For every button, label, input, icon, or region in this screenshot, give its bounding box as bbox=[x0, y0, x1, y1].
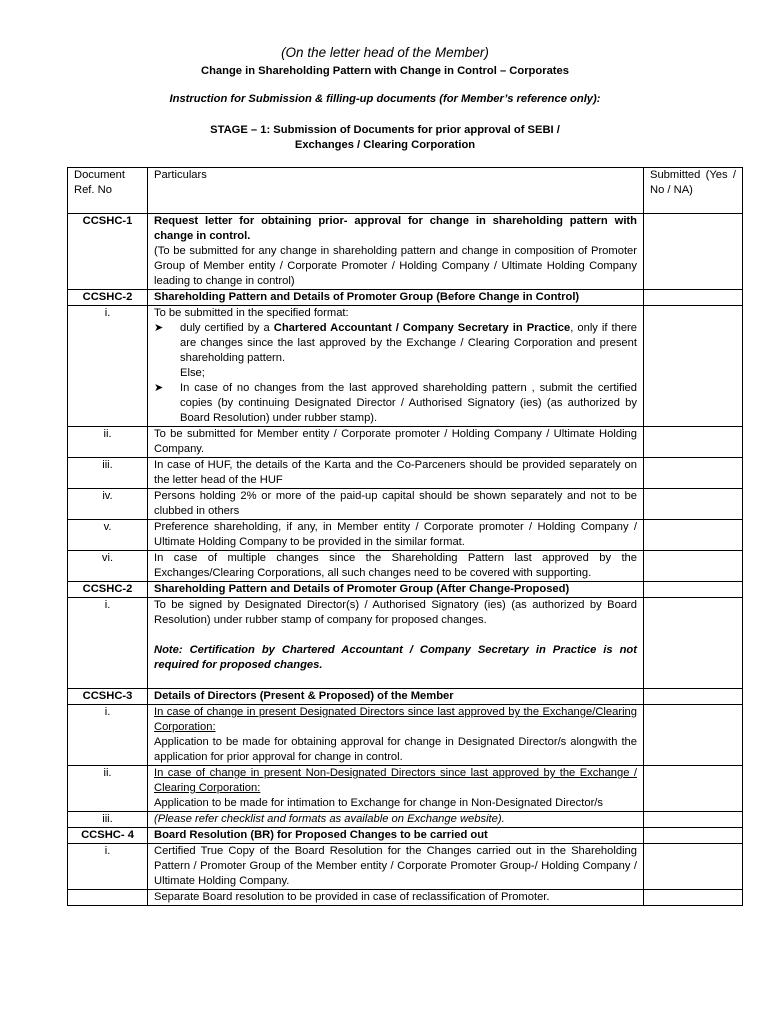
arrow-bullet-icon: ➤ bbox=[154, 382, 164, 394]
submitted-cell[interactable] bbox=[644, 689, 743, 705]
header-submitted: Submitted (Yes / No / NA) bbox=[644, 168, 743, 214]
table-row bbox=[68, 427, 743, 458]
ref-cell: CCSHC- 4 bbox=[68, 828, 148, 844]
particulars-cell: In case of HUF, the details of the Karta and the Co-Parceners should be provided separately on the letter head of the HUF bbox=[148, 458, 644, 489]
stage-heading bbox=[0, 123, 770, 153]
stage-line-2: Exchanges / Clearing Corporation bbox=[294, 139, 476, 151]
table-row bbox=[68, 844, 743, 890]
item-number: i. bbox=[68, 705, 148, 766]
documents-table bbox=[67, 167, 743, 906]
item-number: iii. bbox=[68, 812, 148, 828]
item-number: v. bbox=[68, 520, 148, 551]
table-row bbox=[68, 489, 743, 520]
item-number: i. bbox=[68, 844, 148, 890]
submitted-cell[interactable] bbox=[644, 520, 743, 551]
submitted-cell[interactable] bbox=[644, 458, 743, 489]
submitted-cell[interactable] bbox=[644, 844, 743, 890]
table-header-row bbox=[68, 168, 743, 214]
particulars-cell: To be submitted in the specified format: ➤ duly certified by a Chartered Accountant / Company Secretary in Practice, only if there are changes since the last approved by the Exchange / Clearing Corporation and present shareholding pattern. Else; ➤ In case of no changes from the last approved shareholding pattern , submit the certified copies (by continuing Designated Director / Authorised Signatory (ies) (as authorized by Board Resolution) under rubber stamp). bbox=[148, 306, 644, 427]
item-number bbox=[68, 890, 148, 906]
item-number: i. bbox=[68, 306, 148, 427]
particulars-cell: Separate Board resolution to be provided in case of reclassification of Promoter. bbox=[148, 890, 644, 906]
table-row bbox=[68, 828, 743, 844]
item-number: vi. bbox=[68, 551, 148, 582]
particulars-cell: To be submitted for Member entity / Corporate promoter / Holding Company / Ultimate Holding Company. bbox=[148, 427, 644, 458]
table-row bbox=[68, 458, 743, 489]
particulars-cell: Certified True Copy of the Board Resolution for the Changes carried out in the Shareholding Pattern / Promoter Group of the Member entity / Corporate Promoter Group-/ Holding Company / Ultimate Holding Company. bbox=[148, 844, 644, 890]
particulars-cell: In case of multiple changes since the Shareholding Pattern last approved by the Exchanges/Clearing Corporations, all such changes need to be covered with supporting. bbox=[148, 551, 644, 582]
table-row bbox=[68, 306, 743, 427]
bullet-item: ➤ In case of no changes from the last approved shareholding pattern , submit the certified copies (by continuing Designated Director / Authorised Signatory (ies) (as authorized by Board Resolution) under rubber stamp). bbox=[154, 382, 637, 424]
submitted-cell[interactable] bbox=[644, 890, 743, 906]
instruction-line: Instruction for Submission & filling-up documents (for Member’s reference only): bbox=[169, 93, 601, 105]
submitted-cell[interactable] bbox=[644, 551, 743, 582]
particulars-cell: Request letter for obtaining prior- approval for change in shareholding pattern with change in control. (To be submitted for any change in shareholding pattern and change in composition of Promoter Group of Member entity / Corporate Promoter / Holding Company / Ultimate Holding Company leading to change in control) bbox=[148, 214, 644, 290]
note-text: Note: Certification by Chartered Accountant / Company Secretary in Practice is not required for proposed changes. bbox=[154, 644, 637, 671]
submitted-cell[interactable] bbox=[644, 828, 743, 844]
table-row bbox=[68, 582, 743, 598]
item-number: iv. bbox=[68, 489, 148, 520]
section-heading: Shareholding Pattern and Details of Promoter Group (Before Change in Control) bbox=[148, 290, 644, 306]
submitted-cell[interactable] bbox=[644, 214, 743, 290]
submitted-cell[interactable] bbox=[644, 598, 743, 689]
item-number: ii. bbox=[68, 766, 148, 812]
header-ref: Document Ref. No bbox=[68, 168, 148, 214]
particulars-cell: Persons holding 2% or more of the paid-up capital should be shown separately and not to be clubbed in others bbox=[148, 489, 644, 520]
submitted-cell[interactable] bbox=[644, 290, 743, 306]
submitted-cell[interactable] bbox=[644, 705, 743, 766]
item-number: iii. bbox=[68, 458, 148, 489]
bullet-item: ➤ duly certified by a Chartered Accountant / Company Secretary in Practice, only if there are changes since the last approved by the Exchange / Clearing Corporation and present shareholding pattern. bbox=[154, 322, 637, 364]
section-heading: Board Resolution (BR) for Proposed Changes to be carried out bbox=[148, 828, 644, 844]
table-row bbox=[68, 290, 743, 306]
submitted-cell[interactable] bbox=[644, 427, 743, 458]
table-row bbox=[68, 890, 743, 906]
submitted-cell[interactable] bbox=[644, 582, 743, 598]
header-particulars: Particulars bbox=[148, 168, 644, 214]
document-title: Change in Shareholding Pattern with Change in Control – Corporates bbox=[201, 65, 569, 77]
section-heading: Shareholding Pattern and Details of Promoter Group (After Change-Proposed) bbox=[148, 582, 644, 598]
submitted-cell[interactable] bbox=[644, 766, 743, 812]
table-row bbox=[68, 551, 743, 582]
table-row bbox=[68, 520, 743, 551]
particulars-cell: In case of change in present Designated Directors since last approved by the Exchange/Clearing Corporation: Application to be made for obtaining approval for change in Designated Director/s alongwith the application for prior approval for change in control. bbox=[148, 705, 644, 766]
table-row bbox=[68, 766, 743, 812]
item-number: ii. bbox=[68, 427, 148, 458]
ref-cell: CCSHC-2 bbox=[68, 582, 148, 598]
ref-cell: CCSHC-1 bbox=[68, 214, 148, 290]
table-row bbox=[68, 598, 743, 689]
particulars-cell: In case of change in present Non-Designated Directors since last approved by the Exchange / Clearing Corporation: Application to be made for intimation to Exchange for change in Non-Designated Director/s bbox=[148, 766, 644, 812]
arrow-bullet-icon: ➤ bbox=[154, 322, 164, 334]
stage-line-1: STAGE – 1: Submission of Documents for prior approval of SEBI / bbox=[210, 124, 560, 136]
letterhead-note: (On the letter head of the Member) bbox=[281, 45, 489, 60]
section-heading: Details of Directors (Present & Proposed) of the Member bbox=[148, 689, 644, 705]
item-number: i. bbox=[68, 598, 148, 689]
ref-cell: CCSHC-3 bbox=[68, 689, 148, 705]
table-row bbox=[68, 689, 743, 705]
submitted-cell[interactable] bbox=[644, 306, 743, 427]
ref-cell: CCSHC-2 bbox=[68, 290, 148, 306]
table-row bbox=[68, 214, 743, 290]
particulars-cell: Preference shareholding, if any, in Member entity / Corporate promoter / Holding Company / Ultimate Holding Company to be provided in the similar format. bbox=[148, 520, 644, 551]
particulars-cell: (Please refer checklist and formats as available on Exchange website). bbox=[148, 812, 644, 828]
particulars-cell: To be signed by Designated Director(s) / Authorised Signatory (ies) (as authorized by Board Resolution) under rubber stamp of company for proposed changes. Note: Certification by Chartered Accountant / Company Secretary in Practice is not required for proposed changes. bbox=[148, 598, 644, 689]
table-row bbox=[68, 705, 743, 766]
table-row bbox=[68, 812, 743, 828]
submitted-cell[interactable] bbox=[644, 489, 743, 520]
submitted-cell[interactable] bbox=[644, 812, 743, 828]
